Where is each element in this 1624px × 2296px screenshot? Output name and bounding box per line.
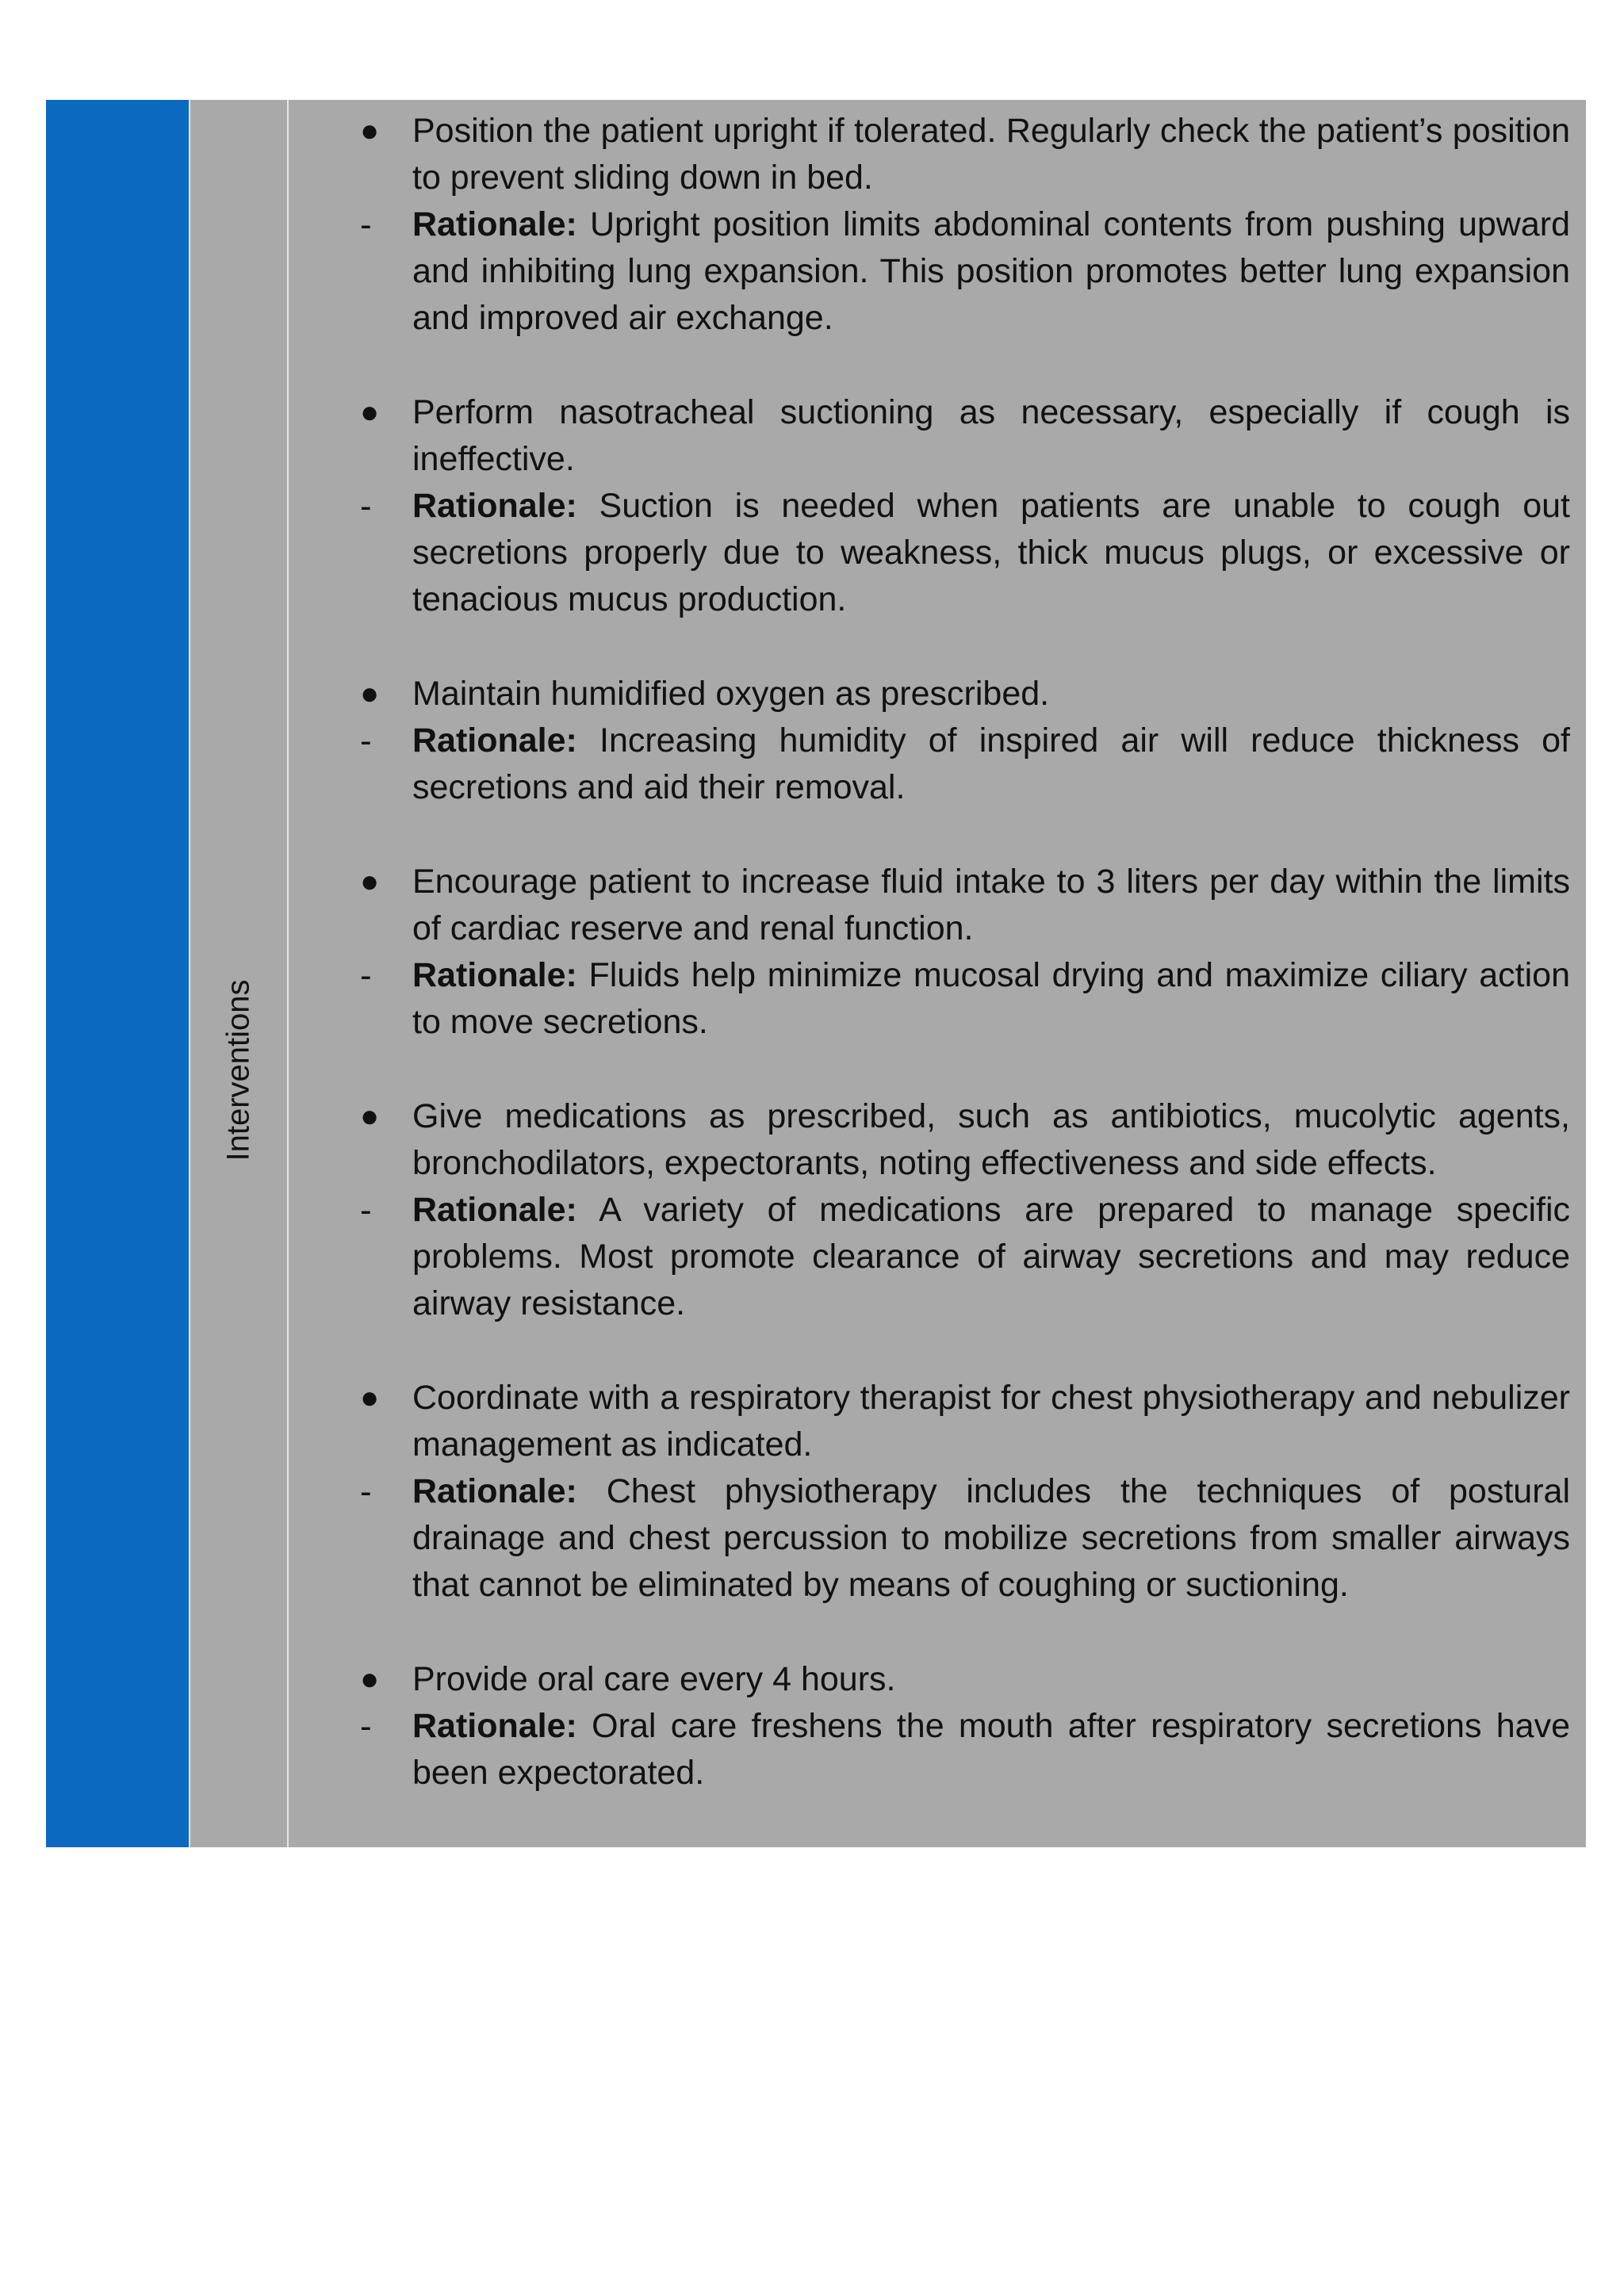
intervention-text: Perform nasotracheal suctioning as necessary, especially if cough is ineffective. — [412, 393, 1570, 478]
intervention-item — [358, 389, 1570, 623]
intervention-text: Provide oral care every 4 hours. — [412, 1660, 896, 1698]
bullet-icon: ● — [360, 864, 380, 899]
rationale-line — [358, 201, 1570, 342]
section-label: Interventions — [220, 979, 256, 1161]
intervention-text: Encourage patient to increase fluid intake to 3 liters per day within the limits of cardiac reserve and renal function. — [412, 863, 1570, 947]
rationale-block — [412, 952, 1570, 1046]
dash-icon: - — [360, 956, 372, 995]
intervention-line — [358, 1375, 1570, 1468]
rationale-line — [358, 1468, 1570, 1609]
rationale-label: Rationale: — [412, 1472, 577, 1510]
rationale-line — [358, 1703, 1570, 1797]
rationale-block — [412, 1703, 1570, 1797]
intervention-item — [358, 1093, 1570, 1327]
rationale-label: Rationale: — [412, 205, 577, 243]
rationale-text: Upright position limits abdominal contents from pushing upward and inhibiting lung expansion. This position promotes better lung expansion and improved air exchange. — [412, 205, 1570, 337]
rationale-block — [412, 1187, 1570, 1327]
rationale-line — [358, 718, 1570, 811]
rationale-label: Rationale: — [412, 1191, 577, 1229]
rationale-block — [412, 483, 1570, 623]
intervention-item — [358, 859, 1570, 1046]
rationale-line — [358, 952, 1570, 1046]
intervention-line — [358, 108, 1570, 201]
dash-icon: - — [360, 487, 372, 526]
rationale-text: Oral care freshens the mouth after respiratory secretions have been expectorated. — [412, 1707, 1570, 1792]
rationale-text: A variety of medications are prepared to manage specific problems. Most promote clearance of airway secretions and may reduce airway resistance. — [412, 1191, 1571, 1322]
intervention-text: Maintain humidified oxygen as prescribed. — [412, 675, 1050, 713]
rationale-label: Rationale: — [412, 487, 577, 525]
dash-icon: - — [360, 721, 372, 760]
bullet-icon: ● — [360, 1662, 380, 1697]
rationale-label: Rationale: — [412, 956, 577, 994]
intervention-text: Position the patient upright if tolerated. Regularly check the patient’s position to prevent sliding down in bed. — [412, 112, 1570, 197]
rationale-label: Rationale: — [412, 1707, 577, 1745]
intervention-item — [358, 108, 1570, 342]
dash-icon: - — [360, 1707, 372, 1746]
rationale-line — [358, 483, 1570, 623]
dash-icon: - — [360, 1191, 372, 1230]
intervention-line — [358, 389, 1570, 483]
section-label-column — [190, 100, 289, 1847]
interventions-content — [289, 100, 1586, 1847]
intervention-item — [358, 671, 1570, 811]
bullet-icon: ● — [360, 395, 380, 430]
rationale-block — [412, 201, 1570, 342]
rationale-block — [412, 718, 1570, 811]
dash-icon: - — [360, 1472, 372, 1511]
rationale-text: Increasing humidity of inspired air will reduce thickness of secretions and aid their removal. — [412, 721, 1570, 806]
intervention-text: Give medications as prescribed, such as antibiotics, mucolytic agents, bronchodilators, expectorants, noting effectiveness and side effects. — [412, 1097, 1570, 1182]
intervention-item — [358, 1375, 1570, 1609]
bullet-icon: ● — [360, 113, 380, 148]
bullet-icon: ● — [360, 676, 380, 711]
intervention-item — [358, 1656, 1570, 1797]
intervention-line — [358, 859, 1570, 952]
care-plan-table — [46, 100, 1586, 1847]
rationale-text: Chest physiotherapy includes the techniques of postural drainage and chest percussion to mobilize secretions from smaller airways that cannot be eliminated by means of coughing or suctioning. — [412, 1472, 1570, 1604]
rationale-line — [358, 1187, 1570, 1327]
intervention-line — [358, 1093, 1570, 1187]
rationale-label: Rationale: — [412, 721, 577, 760]
accent-column — [46, 100, 190, 1847]
bullet-icon: ● — [360, 1380, 380, 1415]
bullet-icon: ● — [360, 1099, 380, 1134]
intervention-text: Coordinate with a respiratory therapist for chest physiotherapy and nebulizer management as indicated. — [412, 1379, 1570, 1464]
rationale-block — [412, 1468, 1570, 1609]
intervention-line — [358, 1656, 1570, 1703]
intervention-line — [358, 671, 1570, 718]
rationale-text: Fluids help minimize mucosal drying and maximize ciliary action to move secretions. — [412, 956, 1570, 1041]
dash-icon: - — [360, 205, 372, 244]
rationale-text: Suction is needed when patients are unable to cough out secretions properly due to weakness, thick mucus plugs, or excessive or tenacious mucus production. — [412, 487, 1570, 618]
